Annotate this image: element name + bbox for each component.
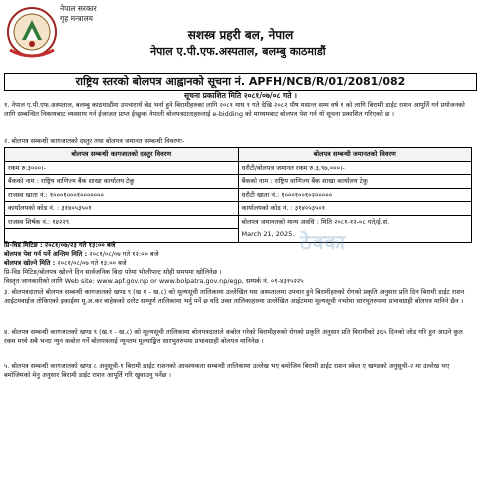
table-cell: रकम रु.३०००।- [5, 161, 239, 175]
website-contact: विस्तृत जानकारीको लागि Web site: www.apf.gov.np or www.bolpatra.gov.np/egp, सम्पर्क नं. ०१-४३१५२२५ [4, 277, 304, 285]
notice-title-bar: राष्ट्रिय स्तरको बोलपत्र आह्वानको सूचना नं. APFH/NCB/R/01/2081/082 [4, 73, 477, 91]
table-cell: बोलपत्र जमानतको मान्य अवधि : मिति २०८१-१२-०८ गते/ई.सं. [238, 215, 472, 229]
table-cell: बैंकको नाम : राष्ट्रिय वाणिज्य बैंक शाखा कार्यालय टेकु [238, 175, 472, 189]
table-row [5, 215, 472, 229]
deadline-value: २०८१/०८/०७ गते १२:०० बजे [89, 250, 159, 258]
watermark-logo: ठेक्का [300, 230, 347, 254]
paragraph-1: १. नेपाल ए.पी.एफ.अस्पताल, बलम्बु काठमाडौंमा उपचारार्थ बेड भर्ना हुने बिरामीहरुका लागि २०८१ माघ १ गते देखि २०८२ पौष मसान्त सम्म वर्ष १ को लागि बिरामी डाईट राशन आपुर्ति गर्न प्रयोजनको लागि सम्बन्धित निकायबाट व्यवसाय गर्न ईजाजत प्राप्त ईच्छुक नेपाली बोलपत्रदाताहरुलाई e-bidding को माध्यमबाट बोलपत्र पेश गर्न यो सूचना प्रकाशित गरिएको छ । [4, 101, 465, 118]
table-cell [5, 229, 239, 243]
table-row [5, 202, 472, 216]
opening-date [4, 259, 127, 268]
table-row [5, 229, 472, 243]
submission-deadline [4, 250, 158, 259]
ministry-label: गृह मन्त्रालय [60, 14, 94, 23]
table-cell: बैंकको नाम : राष्ट्रिय वाणिज्य बैंक शाखा कार्यालय टेकु [5, 175, 239, 189]
armed-police-title: सशस्त्र प्रहरी बल, नेपाल [187, 28, 294, 42]
table-row [5, 161, 472, 175]
table-cell: कार्यालयको कोड नं. : ३१४०५३५०१ [238, 202, 472, 216]
table-cell: राजस्व शिर्षक नं.: १४२२९ [5, 215, 239, 229]
holiday-note: प्रि-विड मिटिङ/बोलपत्र खोल्ने दिन सार्वजनिक बिदा परेमा भोलीपल्ट सोही समयमा खोलिनेछ । [4, 268, 222, 276]
deadline-label: बोलपत्र पेश गर्न पर्ने अन्तिम मिति : [4, 250, 88, 258]
table-header-fee: बोलपत्र सम्बन्धी कागजातको दस्तुर विवरण [5, 148, 239, 162]
table-cell: राजस्व खाता नं.: १०००१०००१००००००० [5, 188, 239, 202]
prebid-meeting: प्रि-विड मिटिङ : २०८१/०७/२३ गते १३:०० बजे [4, 241, 116, 249]
fee-security-table [4, 147, 472, 243]
table-row [5, 175, 472, 189]
table-cell: कार्यालयको कोड नं. : ३१४०५३५०१ [5, 202, 239, 216]
table-header-security: बोलपत्र सम्बन्धी जमानतको विवरण [238, 148, 472, 162]
table-cell: March 21, 2025. [238, 229, 472, 243]
paragraph-2: २. बोलपत्र सम्बन्धी कागजातको दस्तुर तथा बोलपत्र जमानत सम्बन्धी विवरणः- [4, 137, 185, 145]
hospital-address: नेपाल ए.पी.एफ.अस्पताल, बलम्बु काठमाडौं [150, 45, 326, 58]
opening-label: बोलपत्र खोल्ने मिति : [4, 259, 56, 267]
opening-value: २०८१/०८/०७ गते १३:०० बजे [57, 259, 127, 267]
table-cell: धरौटी/बोलपत्र जमानत रकम रु.३,९७,०००।- [238, 161, 472, 175]
publication-date: सूचना प्रकाशित मिति २०८१/०७/०८ गते । [184, 91, 297, 100]
paragraph-5: ५. बोलपत्र सम्बन्धी कागजातको खण्ड ८ अनुसूची-१ बिरामी डाईट राशनको आवश्यकता सम्बन्धी तालिकामा उल्लेख भए बमोजिम बिरामी डाईट राशन स्केल ए खण्डको अनुसूची-२ मा उल्लेख भए बमोजिमको मेनु अनुसार बिरामी डाईट राशन आपूर्ति गरि खुवाउनु पर्नेछ । [4, 362, 450, 379]
table-row [5, 188, 472, 202]
government-label: नेपाल सरकार [60, 4, 97, 13]
table-cell: धरौटी खाता नं.: १०००१००१०२००००० [238, 188, 472, 202]
paragraph-4: ४. बोलपत्र सम्बन्धी कागजातको खण्ड ९ (ख.१ - ख.८) को मूल्यसूची तालिकामा बोलपत्रदाताले कबोल गरेको बिरामीहरुको रोगको प्रकृति अनुसार प्रति बिरामीको ३६५ दिनको जोड गरि हुन आउने कुल रकम मध्ये सबै भन्दा न्युन कबोल गर्ने बोलपत्रलाई न्यूनतम मूल्याङ्कित सारभुतरुपमा प्रभावग्राही बोलपत्र मानिनेछ । [4, 328, 463, 345]
paragraph-3: ३. बोलपत्रदाताले बोलपत्र सम्बन्धी कागजातको खण्ड ९ (ख १ - ख.८) को मूल्यसूची तालिकामा उल्लेखित यस अस्पतालमा उपचार हुने बिरामीहरुको रोगको प्रकृति अनुसार प्रति दिन बिरामी डाईट राशन आईटमवाईज तोकिएको इकाईमा मू.अ.कर बाहेकको दररेट सम्पूर्ण तालिकामा भर्नु पर्ने छ यदि उक्त तालिकाहरुमा उल्लेखित आईटममा मूल्यसूची नभरेमा सारभूतरुपमा प्रभावग्राही बोलपत्र मानिने छैन । [4, 288, 465, 305]
